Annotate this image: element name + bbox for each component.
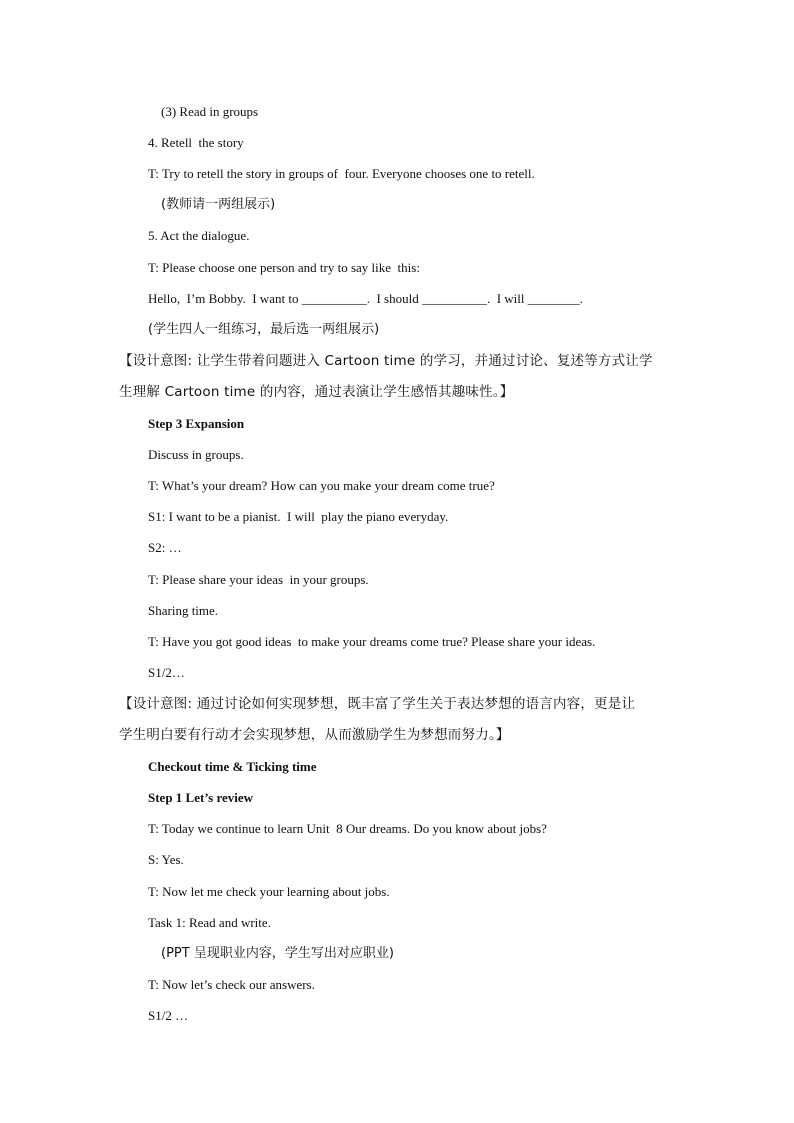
- text-line-s1-pianist: S1: I want to be a pianist. I will play the piano everyday.: [148, 509, 449, 524]
- design-intent-note-2-line-1: 【设计意图: 通过讨论如何实现梦想，既丰富了学生关于表达梦想的语言内容，更是让: [119, 696, 636, 712]
- text-line-choose-person: T: Please choose one person and try to say like this:: [148, 260, 420, 275]
- text-line-continue-unit8: T: Today we continue to learn Unit 8 Our dreams. Do you know about jobs?: [148, 821, 547, 836]
- design-intent-note-1-line-2: 生理解 Cartoon time 的内容，通过表演让学生感悟其趣味性。】: [119, 384, 514, 400]
- design-intent-note-2: [119, 689, 679, 751]
- text-line-check-answers: T: Now let’s check our answers.: [148, 977, 315, 992]
- text-line-good-ideas: T: Have you got good ideas to make your dreams come true? Please share your ideas.: [148, 634, 596, 649]
- text-line-dialogue-template: Hello, I’m Bobby. I want to __________. I should __________. I will ________.: [148, 291, 583, 306]
- text-line-retell-story: 4. Retell the story: [148, 135, 244, 150]
- text-line-teacher-retell: T: Try to retell the story in groups of four. Everyone chooses one to retell.: [148, 166, 535, 181]
- text-line-group-practice: (学生四人一组练习，最后选一两组展示): [148, 322, 380, 337]
- text-line-s-yes: S: Yes.: [148, 852, 184, 867]
- text-line-whats-your-dream: T: What’s your dream? How can you make your dream come true?: [148, 478, 495, 493]
- text-line-task1: Task 1: Read and write.: [148, 915, 271, 930]
- section-heading-step3: Step 3 Expansion: [148, 416, 245, 431]
- text-line-s1-2-end: S1/2 …: [148, 1008, 189, 1023]
- text-line-s1-2: S1/2…: [148, 665, 185, 680]
- design-intent-note-2-line-2: 学生明白要有行动才会实现梦想，从而激励学生为梦想而努力。】: [119, 727, 510, 743]
- text-line-sharing-time: Sharing time.: [148, 603, 219, 618]
- text-line-s2: S2: …: [148, 540, 182, 555]
- text-line-read-in-groups: (3) Read in groups: [161, 104, 259, 119]
- text-line-act-dialogue: 5. Act the dialogue.: [148, 228, 250, 243]
- design-intent-note-1: [119, 346, 679, 408]
- section-heading-step1: Step 1 Let’s review: [148, 790, 254, 805]
- text-line-teacher-note: (教师请一两组展示): [161, 197, 276, 212]
- text-line-share-ideas: T: Please share your ideas in your groups.: [148, 572, 369, 587]
- text-line-check-jobs: T: Now let me check your learning about jobs.: [148, 884, 390, 899]
- text-line-discuss: Discuss in groups.: [148, 447, 244, 462]
- design-intent-note-1-line-1: 【设计意图: 让学生带着问题进入 Cartoon time 的学习，并通过讨论、复述等方式让学: [119, 353, 653, 369]
- text-line-ppt-note: (PPT 呈现职业内容，学生写出对应职业): [161, 946, 394, 961]
- section-heading-checkout: Checkout time & Ticking time: [148, 759, 317, 774]
